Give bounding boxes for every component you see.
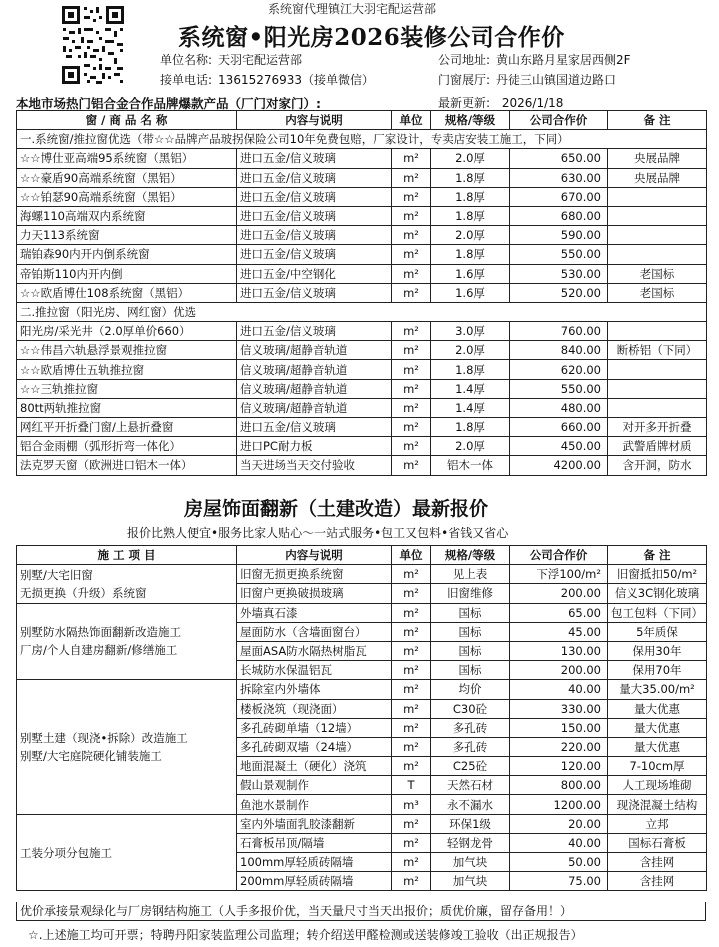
table-cell: m² bbox=[392, 584, 431, 603]
qr-code-image bbox=[60, 4, 126, 86]
table-cell: 80tt两轨推拉窗 bbox=[17, 398, 237, 417]
table-cell: 假山景观制作 bbox=[237, 776, 392, 795]
table-cell: 屋面ASA防水隔热树脂瓦 bbox=[237, 641, 392, 660]
table-cell: T bbox=[392, 776, 431, 795]
table-cell: 铝木一体 bbox=[431, 456, 510, 475]
table-cell: m² bbox=[392, 833, 431, 852]
table-cell: 轻钢龙骨 bbox=[431, 833, 510, 852]
table-cell: m² bbox=[392, 206, 431, 225]
showroom-row bbox=[438, 71, 616, 88]
table-row bbox=[17, 814, 707, 833]
table-row bbox=[17, 226, 707, 245]
table-cell: m² bbox=[392, 341, 431, 360]
table-cell: 50.00 bbox=[510, 853, 608, 872]
section-row bbox=[17, 302, 707, 321]
table-cell: 旧窗维修 bbox=[431, 584, 510, 603]
table-cell bbox=[608, 226, 707, 245]
section-row bbox=[17, 130, 707, 149]
table-cell: 660.00 bbox=[510, 418, 608, 437]
table-cell: ☆☆欧盾博仕五轨推拉窗 bbox=[17, 360, 237, 379]
table-cell: 590.00 bbox=[510, 226, 608, 245]
table-row bbox=[17, 168, 707, 187]
table-cell: m² bbox=[392, 680, 431, 699]
group-cell: 工装分项分包施工 bbox=[17, 814, 237, 891]
table-cell: m³ bbox=[392, 795, 431, 814]
address-label: 公司地址: bbox=[438, 53, 491, 67]
table-cell: m² bbox=[392, 283, 431, 302]
table-cell: m² bbox=[392, 398, 431, 417]
table-cell: 多孔砖砌单墙（12墙） bbox=[237, 718, 392, 737]
table-row bbox=[17, 341, 707, 360]
renovation-tagline: 报价比熟人便宜•服务比家人贴心～一站式服务•包工又包料•省钱又省心 bbox=[127, 526, 509, 540]
header-cell: 单位 bbox=[392, 111, 431, 130]
table-cell: 7-10cm厚 bbox=[608, 757, 707, 776]
table-cell: 信义玻璃/超静音轨道 bbox=[237, 360, 392, 379]
table-cell: 2.0厚 bbox=[431, 226, 510, 245]
renovation-price-table bbox=[16, 545, 707, 891]
table-cell: 1.8厚 bbox=[431, 360, 510, 379]
table-cell: 阳光房/采光井（2.0厚单价660） bbox=[17, 322, 237, 341]
table-cell: 100mm厚轻质砖隔墙 bbox=[237, 853, 392, 872]
table-cell: m² bbox=[392, 226, 431, 245]
table-cell bbox=[608, 322, 707, 341]
table-cell: 地面混凝土（硬化）浇筑 bbox=[237, 757, 392, 776]
table-cell: ☆☆铂瑟90高端系统窗（黑铝） bbox=[17, 187, 237, 206]
table-cell: ☆☆博仕亚高端95系统窗（黑铝） bbox=[17, 149, 237, 168]
table-cell: 国标 bbox=[431, 622, 510, 641]
update-value: 2026/1/18 bbox=[501, 96, 564, 110]
header-cell: 备 注 bbox=[608, 111, 707, 130]
table-cell: 断桥铝（下同） bbox=[608, 341, 707, 360]
window-price-table bbox=[16, 110, 707, 476]
table-cell: 550.00 bbox=[510, 245, 608, 264]
table-cell: 当天进场当天交付验收 bbox=[237, 456, 392, 475]
table-cell: 瑞铂森90内开内倒系统窗 bbox=[17, 245, 237, 264]
table-cell: 1.8厚 bbox=[431, 418, 510, 437]
table-cell: 保用30年 bbox=[608, 641, 707, 660]
table-cell: 信义玻璃/超静音轨道 bbox=[237, 341, 392, 360]
table-cell: m² bbox=[392, 814, 431, 833]
table-cell: 央展品牌 bbox=[608, 168, 707, 187]
table-cell: m² bbox=[392, 360, 431, 379]
header-cell: 规格/等级 bbox=[431, 546, 510, 565]
table-cell: 进口五金/信义玻璃 bbox=[237, 418, 392, 437]
table-cell: 1.4厚 bbox=[431, 398, 510, 417]
footer-note-1: 优价承接景观绿化与厂房钢结构施工（人手多报价优，当天量尺寸当天出报价；质优价廉，留存备用！） bbox=[16, 902, 706, 921]
table-cell: 150.00 bbox=[510, 718, 608, 737]
table-cell: 65.00 bbox=[510, 603, 608, 622]
table-cell: 屋面防水（含墙面窗台） bbox=[237, 622, 392, 641]
table-cell: m² bbox=[392, 565, 431, 584]
table-cell: 1.8厚 bbox=[431, 206, 510, 225]
table-cell: 200.00 bbox=[510, 584, 608, 603]
header-cell: 单位 bbox=[392, 546, 431, 565]
table-cell: 220.00 bbox=[510, 737, 608, 756]
table-cell: m² bbox=[392, 661, 431, 680]
phone-value: 13615276933（接单微信） bbox=[218, 73, 375, 87]
table-cell: 含挂网 bbox=[608, 872, 707, 891]
table-cell: 国标 bbox=[431, 603, 510, 622]
table-cell: 4200.00 bbox=[510, 456, 608, 475]
table-cell: 武警盾牌材质 bbox=[608, 437, 707, 456]
table-cell: m² bbox=[392, 187, 431, 206]
table-cell: 620.00 bbox=[510, 360, 608, 379]
showroom-value: 丹徒三山镇国道边路口 bbox=[496, 73, 617, 87]
table-cell: 多孔砖砌双墙（24墙） bbox=[237, 737, 392, 756]
table-cell: 含挂网 bbox=[608, 853, 707, 872]
table-cell: m² bbox=[392, 872, 431, 891]
table-cell: 信义玻璃/超静音轨道 bbox=[237, 379, 392, 398]
table-cell: 铝合金雨棚（弧形折弯一体化） bbox=[17, 437, 237, 456]
table-cell: 1.4厚 bbox=[431, 379, 510, 398]
group-cell: 别墅土建（现浇•拆除）改造施工 别墅/大宅庭院硬化铺装施工 bbox=[17, 680, 237, 814]
table-cell: 鱼池水景制作 bbox=[237, 795, 392, 814]
table-cell: 450.00 bbox=[510, 437, 608, 456]
table-cell: 1200.00 bbox=[510, 795, 608, 814]
header-cell: 公司合作价 bbox=[510, 111, 608, 130]
table-cell: 力天113系统窗 bbox=[17, 226, 237, 245]
table-cell: 国标 bbox=[431, 641, 510, 660]
table-cell: 见上表 bbox=[431, 565, 510, 584]
update-date bbox=[438, 94, 563, 111]
table-row bbox=[17, 264, 707, 283]
table-cell: 进口五金/信义玻璃 bbox=[237, 149, 392, 168]
update-label: 最新更新: bbox=[438, 96, 491, 110]
table-row bbox=[17, 360, 707, 379]
header-cell: 窗 / 商 品 名 称 bbox=[17, 111, 237, 130]
table-cell: 量大优惠 bbox=[608, 699, 707, 718]
table-cell: 480.00 bbox=[510, 398, 608, 417]
table-cell: 2.0厚 bbox=[431, 437, 510, 456]
address-value: 黄山东路月星家居西侧2F bbox=[496, 53, 631, 67]
table-cell: 旧窗抵扣50/m² bbox=[608, 565, 707, 584]
table-cell: m² bbox=[392, 757, 431, 776]
table-row bbox=[17, 603, 707, 622]
table-cell bbox=[608, 245, 707, 264]
table-cell: 信义3C钢化玻璃 bbox=[608, 584, 707, 603]
table-cell: 进口五金/信义玻璃 bbox=[237, 187, 392, 206]
table-cell: 760.00 bbox=[510, 322, 608, 341]
table-cell: 330.00 bbox=[510, 699, 608, 718]
table-cell: ☆☆三轨推拉窗 bbox=[17, 379, 237, 398]
table-cell: m² bbox=[392, 322, 431, 341]
address-row bbox=[438, 51, 631, 68]
header-cell: 施 工 项 目 bbox=[17, 546, 237, 565]
table-cell: 550.00 bbox=[510, 379, 608, 398]
table-cell: 立邦 bbox=[608, 814, 707, 833]
table-row bbox=[17, 245, 707, 264]
table-cell: m² bbox=[392, 718, 431, 737]
table-cell: 1.8厚 bbox=[431, 187, 510, 206]
table-cell: 量大35.00/m² bbox=[608, 680, 707, 699]
top-line-agent: 系统窗代理镇江大羽宅配运营部 bbox=[268, 2, 437, 16]
table-row bbox=[17, 437, 707, 456]
showroom-label: 门窗展厅: bbox=[438, 73, 491, 87]
brand-subtitle: 本地市场热门铝合金合作品牌爆款产品（厂门对家门）: bbox=[16, 96, 321, 111]
table-cell: 进口五金/信义玻璃 bbox=[237, 322, 392, 341]
table-cell: C25砼 bbox=[431, 757, 510, 776]
header-cell: 规格/等级 bbox=[431, 111, 510, 130]
table-cell: m² bbox=[392, 641, 431, 660]
table-cell: 800.00 bbox=[510, 776, 608, 795]
table-cell: 老国标 bbox=[608, 264, 707, 283]
renovation-title: 房屋饰面翻新（土建改造）最新报价 bbox=[184, 498, 489, 520]
table-cell: 75.00 bbox=[510, 872, 608, 891]
table-row bbox=[17, 187, 707, 206]
table-cell: m² bbox=[392, 245, 431, 264]
table-cell: 人工现场堆砌 bbox=[608, 776, 707, 795]
header-cell: 备 注 bbox=[608, 546, 707, 565]
table-cell: 信义玻璃/超静音轨道 bbox=[237, 398, 392, 417]
table-row bbox=[17, 456, 707, 475]
table-cell: 帝铂斯110内开内倒 bbox=[17, 264, 237, 283]
header-cell: 内容与说明 bbox=[237, 111, 392, 130]
table-cell: ☆☆欧盾博仕108系统窗（黑铝） bbox=[17, 283, 237, 302]
phone-label: 接单电话: bbox=[160, 73, 213, 87]
table-row bbox=[17, 418, 707, 437]
table-cell: 进口五金/信义玻璃 bbox=[237, 245, 392, 264]
table-cell: m² bbox=[392, 699, 431, 718]
table-cell: 40.00 bbox=[510, 680, 608, 699]
table-row bbox=[17, 149, 707, 168]
table-cell: 长城防水保温铝瓦 bbox=[237, 661, 392, 680]
table-cell: 楼板浇筑（现浇面） bbox=[237, 699, 392, 718]
table-cell: 120.00 bbox=[510, 757, 608, 776]
table-cell: 国标石膏板 bbox=[608, 833, 707, 852]
table-cell: 进口五金/信义玻璃 bbox=[237, 226, 392, 245]
table-cell: 现浇混凝土结构 bbox=[608, 795, 707, 814]
table-cell: 石膏板吊顶/隔墙 bbox=[237, 833, 392, 852]
table-cell: 含开洞，防水 bbox=[608, 456, 707, 475]
footer-note-2: ☆.上述施工均可开票；特聘丹阳家装监理公司监理；转介绍送甲醛检测或送装修竣工验收（出正规报告） bbox=[28, 928, 583, 942]
table-cell: 央展品牌 bbox=[608, 149, 707, 168]
table-cell: 旧窗户更换破损玻璃 bbox=[237, 584, 392, 603]
table-cell: 进口五金/信义玻璃 bbox=[237, 206, 392, 225]
table-cell: 多孔砖 bbox=[431, 718, 510, 737]
table-cell: 旧窗无损更换系统窗 bbox=[237, 565, 392, 584]
page-title: 系统窗•阳光房2026装修公司合作价 bbox=[178, 24, 565, 51]
table-cell: 进口五金/信义玻璃 bbox=[237, 168, 392, 187]
table-cell: 520.00 bbox=[510, 283, 608, 302]
table-row bbox=[17, 322, 707, 341]
table-row bbox=[17, 680, 707, 699]
table-cell: 一.系统窗/推拉窗优选（带☆☆品牌产品玻拐保险公司10年免费包赔，厂家设计，专卖店安装工施工，下同） bbox=[17, 130, 707, 149]
table-cell bbox=[608, 206, 707, 225]
table-cell: 840.00 bbox=[510, 341, 608, 360]
table-cell: 量大优惠 bbox=[608, 737, 707, 756]
table-cell: 外墙真石漆 bbox=[237, 603, 392, 622]
table-cell: 多孔砖 bbox=[431, 737, 510, 756]
table-cell: 40.00 bbox=[510, 833, 608, 852]
table-cell: 法克罗天窗（欧洲进口铝木一体） bbox=[17, 456, 237, 475]
table-cell: 1.8厚 bbox=[431, 245, 510, 264]
table-cell: 5年质保 bbox=[608, 622, 707, 641]
table-cell: m² bbox=[392, 603, 431, 622]
table-cell: 进口五金/信义玻璃 bbox=[237, 283, 392, 302]
table-cell: 530.00 bbox=[510, 264, 608, 283]
table-cell: ☆☆伟昌六轨悬浮景观推拉窗 bbox=[17, 341, 237, 360]
table-cell: m² bbox=[392, 853, 431, 872]
table-cell: 下浮100/m² bbox=[510, 565, 608, 584]
table-cell: 630.00 bbox=[510, 168, 608, 187]
table-cell: 量大优惠 bbox=[608, 718, 707, 737]
table-cell: 130.00 bbox=[510, 641, 608, 660]
table-cell bbox=[608, 187, 707, 206]
table-cell: m² bbox=[392, 737, 431, 756]
table-cell: 3.0厚 bbox=[431, 322, 510, 341]
table-cell: 环保1级 bbox=[431, 814, 510, 833]
table-cell: 包工包料（下同） bbox=[608, 603, 707, 622]
table-cell: 进口PC耐力板 bbox=[237, 437, 392, 456]
table-cell: 老国标 bbox=[608, 283, 707, 302]
table-cell: 1.6厚 bbox=[431, 264, 510, 283]
table-cell: 拆除室内外墙体 bbox=[237, 680, 392, 699]
table-cell: 670.00 bbox=[510, 187, 608, 206]
table-row bbox=[17, 283, 707, 302]
group-cell: 别墅/大宅旧窗 无损更换（升级）系统窗 bbox=[17, 565, 237, 603]
table-cell: 2.0厚 bbox=[431, 149, 510, 168]
table-cell: m² bbox=[392, 168, 431, 187]
unit-name-value: 天羽宅配运营部 bbox=[218, 53, 303, 67]
table-cell: 国标 bbox=[431, 661, 510, 680]
table-cell: 200.00 bbox=[510, 661, 608, 680]
table-cell bbox=[608, 360, 707, 379]
unit-name-label: 单位名称: bbox=[160, 53, 213, 67]
table-cell: m² bbox=[392, 379, 431, 398]
table-cell: 天然石材 bbox=[431, 776, 510, 795]
table-cell: 室内外墙面乳胶漆翻新 bbox=[237, 814, 392, 833]
header-cell: 公司合作价 bbox=[510, 546, 608, 565]
phone-row bbox=[160, 71, 374, 88]
table-row bbox=[17, 379, 707, 398]
table-cell: 20.00 bbox=[510, 814, 608, 833]
table-cell: 永不漏水 bbox=[431, 795, 510, 814]
table-header-row bbox=[17, 111, 707, 130]
table-cell: 2.0厚 bbox=[431, 341, 510, 360]
table-cell: 680.00 bbox=[510, 206, 608, 225]
table-cell bbox=[608, 379, 707, 398]
table-cell: 加气块 bbox=[431, 853, 510, 872]
group-cell: 别墅防水隔热饰面翻新改造施工 厂房/个人自建房翻新/修缮施工 bbox=[17, 603, 237, 680]
table-cell: 加气块 bbox=[431, 872, 510, 891]
table-cell: 进口五金/中空钢化 bbox=[237, 264, 392, 283]
header-cell: 内容与说明 bbox=[237, 546, 392, 565]
table-cell: 45.00 bbox=[510, 622, 608, 641]
table-cell: m² bbox=[392, 456, 431, 475]
table-row bbox=[17, 398, 707, 417]
table-cell: 对开多开折叠 bbox=[608, 418, 707, 437]
table-cell: 1.8厚 bbox=[431, 168, 510, 187]
table-cell: 1.6厚 bbox=[431, 283, 510, 302]
unit-name-row bbox=[160, 51, 302, 68]
table-row bbox=[17, 565, 707, 584]
table-header-row bbox=[17, 546, 707, 565]
table-cell: 网红平开折叠门窗/上悬折叠窗 bbox=[17, 418, 237, 437]
table-cell: 保用70年 bbox=[608, 661, 707, 680]
table-cell: C30砼 bbox=[431, 699, 510, 718]
table-cell: 二.推拉窗（阳光房、网红窗）优选 bbox=[17, 302, 707, 321]
table-cell: m² bbox=[392, 437, 431, 456]
table-cell: 均价 bbox=[431, 680, 510, 699]
table-cell: m² bbox=[392, 149, 431, 168]
table-cell: 650.00 bbox=[510, 149, 608, 168]
table-cell bbox=[608, 398, 707, 417]
table-cell: m² bbox=[392, 622, 431, 641]
table-row bbox=[17, 206, 707, 225]
table-cell: 海螺110高端双内系统窗 bbox=[17, 206, 237, 225]
table-cell: m² bbox=[392, 418, 431, 437]
table-cell: m² bbox=[392, 264, 431, 283]
table-cell: ☆☆豪盾90高端系统窗（黑铝） bbox=[17, 168, 237, 187]
table-cell: 200mm厚轻质砖隔墙 bbox=[237, 872, 392, 891]
